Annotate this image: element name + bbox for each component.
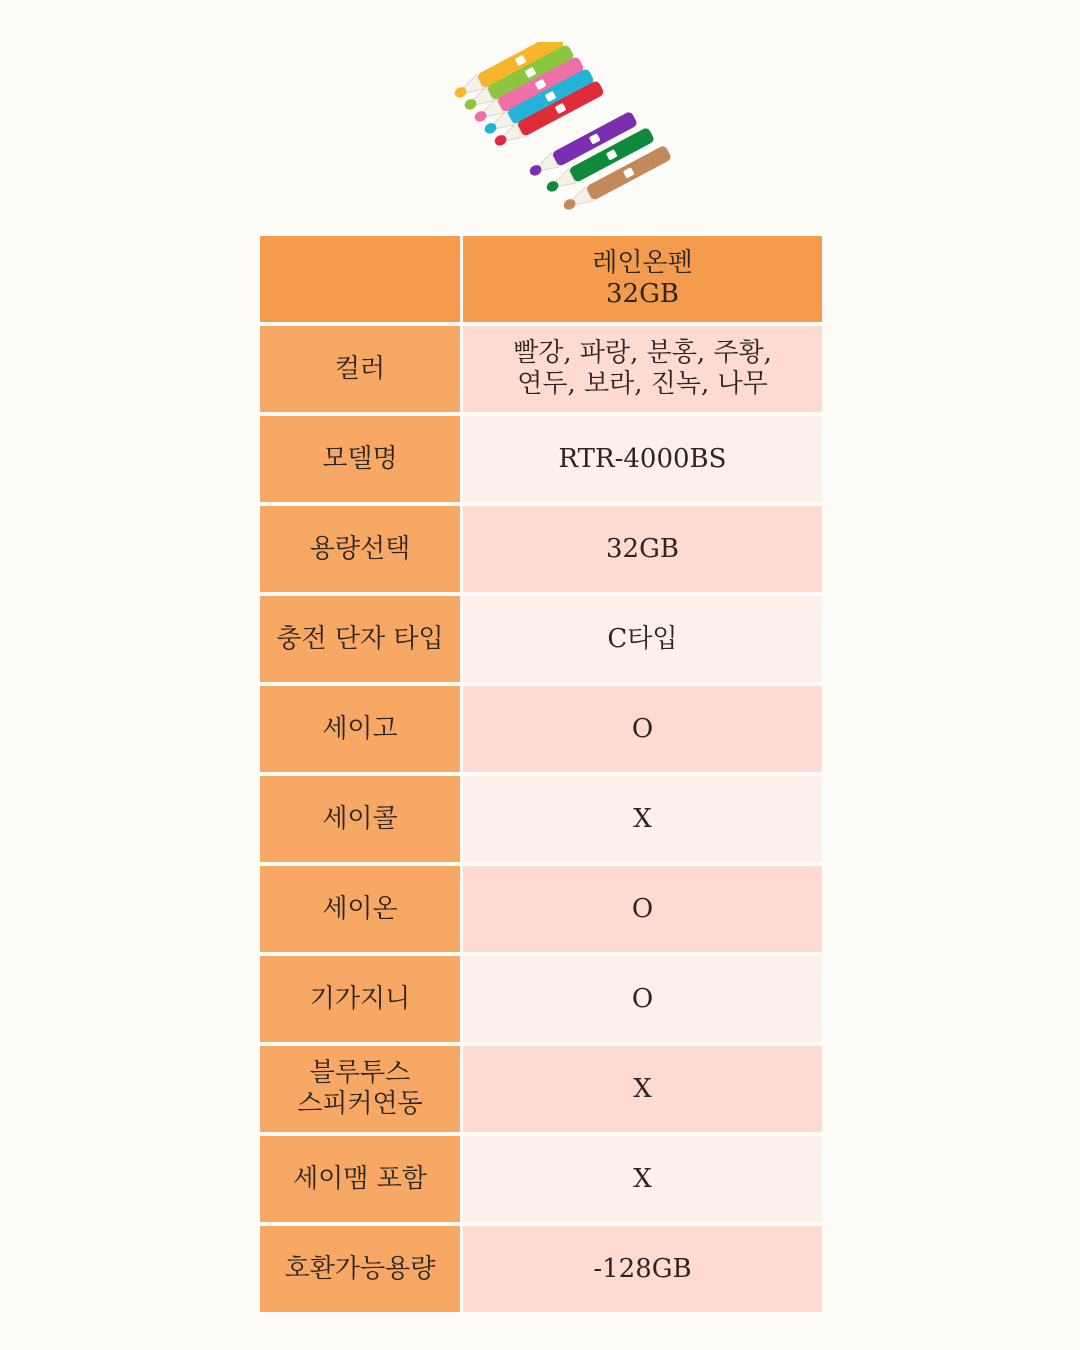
row-label: 세이맴 포함 (260, 1136, 460, 1222)
table-row (260, 506, 822, 592)
row-value: X (460, 1136, 822, 1222)
row-value: 32GB (460, 506, 822, 592)
spec-table (260, 232, 822, 1316)
table-header-row (260, 236, 822, 322)
row-label: 컬러 (260, 326, 460, 412)
row-value: C타입 (460, 596, 822, 682)
table-row (260, 956, 822, 1042)
table-row (260, 776, 822, 862)
header-label-cell (260, 236, 460, 322)
table-row (260, 416, 822, 502)
pen-product-image (420, 42, 680, 230)
row-value: O (460, 686, 822, 772)
row-label: 세이온 (260, 866, 460, 952)
table-row (260, 326, 822, 412)
row-label: 호환가능용량 (260, 1226, 460, 1312)
row-value: 빨강, 파랑, 분홍, 주황, 연두, 보라, 진녹, 나무 (460, 326, 822, 412)
row-value: O (460, 956, 822, 1042)
table-row (260, 686, 822, 772)
row-label: 기가지니 (260, 956, 460, 1042)
row-value: X (460, 776, 822, 862)
row-value: RTR-4000BS (460, 416, 822, 502)
row-label: 용량선택 (260, 506, 460, 592)
row-label: 블루투스 스피커연동 (260, 1046, 460, 1132)
row-label: 충전 단자 타입 (260, 596, 460, 682)
table-row (260, 1136, 822, 1222)
table-row (260, 1046, 822, 1132)
row-label: 모델명 (260, 416, 460, 502)
row-value: X (460, 1046, 822, 1132)
row-value: O (460, 866, 822, 952)
row-label: 세이콜 (260, 776, 460, 862)
table-row (260, 866, 822, 952)
row-value: -128GB (460, 1226, 822, 1312)
row-label: 세이고 (260, 686, 460, 772)
product-name-header: 레인온펜 32GB (460, 236, 822, 322)
table-row (260, 1226, 822, 1312)
table-row (260, 596, 822, 682)
